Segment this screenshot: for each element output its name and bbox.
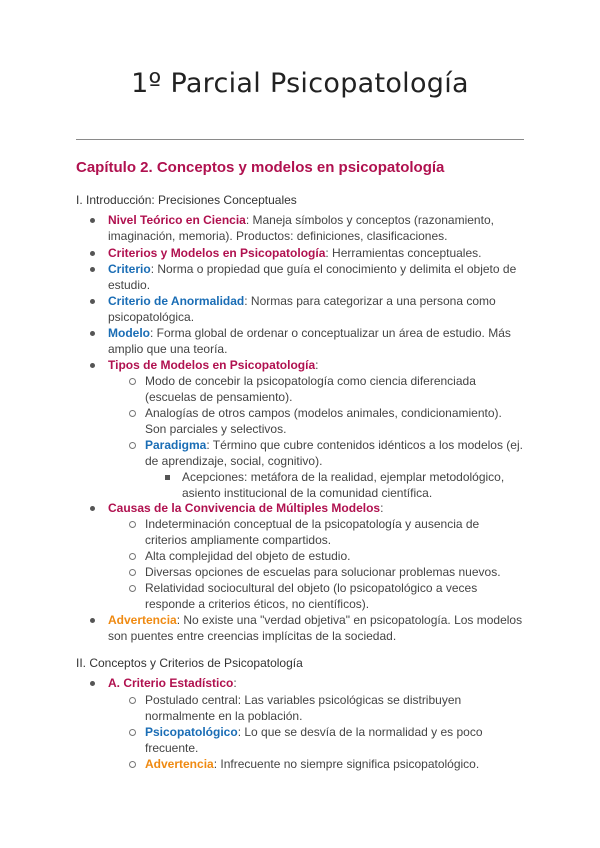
sub-sub-item-text-cont: asiento institucional de la comunidad científica. bbox=[182, 486, 433, 500]
term-advertencia-2: Advertencia bbox=[145, 757, 214, 771]
list-item-tipos bbox=[108, 357, 318, 373]
term-criterio: Criterio bbox=[108, 262, 151, 276]
list-item-modelo bbox=[108, 325, 511, 341]
item-text: : Forma global de ordenar o conceptualizar un área de estudio. Más bbox=[150, 326, 511, 340]
list-item-nivel bbox=[108, 212, 494, 228]
item-text-cont: amplio que una teoría. bbox=[108, 342, 228, 356]
item-text: : bbox=[233, 676, 237, 690]
sub-item-text: Analogías de otros campos (modelos animales, condicionamiento). bbox=[145, 406, 502, 420]
term-paradigma: Paradigma bbox=[145, 438, 207, 452]
item-text-cont: psicopatológica. bbox=[108, 310, 195, 324]
sub-item-text-cont: Son parciales y selectivos. bbox=[145, 422, 287, 436]
term-advertencia: Advertencia bbox=[108, 613, 177, 627]
list-item-anormalidad bbox=[108, 293, 496, 309]
item-text: : Normas para categorizar a una persona como bbox=[244, 294, 496, 308]
list-item-causas bbox=[108, 500, 383, 516]
term-causas: Causas de la Convivencia de Múltiples Modelos bbox=[108, 501, 381, 515]
item-text: : Término que cubre contenidos idénticos a los modelos (ej. bbox=[206, 438, 523, 452]
term-estadistico: A. Criterio Estadístico bbox=[108, 676, 234, 690]
sub-item-advertencia bbox=[145, 756, 479, 772]
list-item-criterio bbox=[108, 261, 516, 277]
chapter-heading: Capítulo 2. Conceptos y modelos en psicopatología bbox=[76, 159, 445, 176]
term-modelo: Modelo bbox=[108, 326, 150, 340]
term-tipos: Tipos de Modelos en Psicopatología bbox=[108, 358, 316, 372]
list-item-estadistico bbox=[108, 675, 237, 691]
item-text-cont: son puentes entre creencias implícitas de la sociedad. bbox=[108, 629, 397, 643]
item-text: : Norma o propiedad que guía el conocimiento y delimita el objeto de bbox=[150, 262, 517, 276]
sub-item-text-cont: responde a criterios éticos, no científicos). bbox=[145, 597, 370, 611]
item-text: : Herramientas conceptuales. bbox=[325, 246, 482, 260]
sub-item-text-cont: normalmente en la población. bbox=[145, 709, 303, 723]
term-anormalidad: Criterio de Anormalidad bbox=[108, 294, 245, 308]
sub-item-text: Indeterminación conceptual de la psicopatología y ausencia de bbox=[145, 517, 480, 531]
sub-item-text: Postulado central: Las variables psicológicas se distribuyen bbox=[145, 693, 462, 707]
term-psicopatologico: Psicopatológico bbox=[145, 725, 238, 739]
item-text: : Maneja símbolos y conceptos (razonamiento, bbox=[245, 213, 494, 227]
list-item-advertencia bbox=[108, 612, 522, 628]
item-text: : bbox=[315, 358, 319, 372]
sub-item-text-cont: (escuelas de pensamiento). bbox=[145, 390, 293, 404]
horizontal-rule bbox=[76, 139, 524, 140]
sub-item-text: Relatividad sociocultural del objeto (lo psicopatológico a veces bbox=[145, 581, 478, 595]
sub-item-text: Alta complejidad del objeto de estudio. bbox=[145, 549, 351, 563]
sub-item-paradigma bbox=[145, 437, 523, 453]
sub-item-psicopatologico bbox=[145, 724, 483, 740]
section-heading-1: I. Introducción: Precisiones Conceptuales bbox=[76, 193, 297, 207]
item-text: : bbox=[380, 501, 384, 515]
sub-item-text-cont: frecuente. bbox=[145, 741, 199, 755]
sub-item-text: Modo de concebir la psicopatología como ciencia diferenciada bbox=[145, 374, 476, 388]
list-item-criterios-modelos bbox=[108, 245, 481, 261]
item-text-cont: imaginación, memoria). Productos: definiciones, clasificaciones. bbox=[108, 229, 448, 243]
term-nivel: Nivel Teórico en Ciencia bbox=[108, 213, 246, 227]
item-text: : Lo que se desvía de la normalidad y es poco bbox=[237, 725, 483, 739]
item-text-cont: estudio. bbox=[108, 278, 151, 292]
page-title: 1º Parcial Psicopatología bbox=[131, 68, 469, 99]
sub-item-text: Diversas opciones de escuelas para solucionar problemas nuevos. bbox=[145, 565, 501, 579]
section-heading-2: II. Conceptos y Criterios de Psicopatología bbox=[76, 656, 303, 670]
sub-item-text-cont: de aprendizaje, social, cognitivo). bbox=[145, 454, 323, 468]
item-text: : Infrecuente no siempre significa psicopatológico. bbox=[213, 757, 480, 771]
item-text: : No existe una "verdad objetiva" en psicopatología. Los modelos bbox=[176, 613, 523, 627]
sub-sub-item-text: Acepciones: metáfora de la realidad, ejemplar metodológico, bbox=[182, 470, 505, 484]
term-criterios-modelos: Criterios y Modelos en Psicopatología bbox=[108, 246, 326, 260]
sub-item-text-cont: criterios ampliamente compartidos. bbox=[145, 533, 332, 547]
